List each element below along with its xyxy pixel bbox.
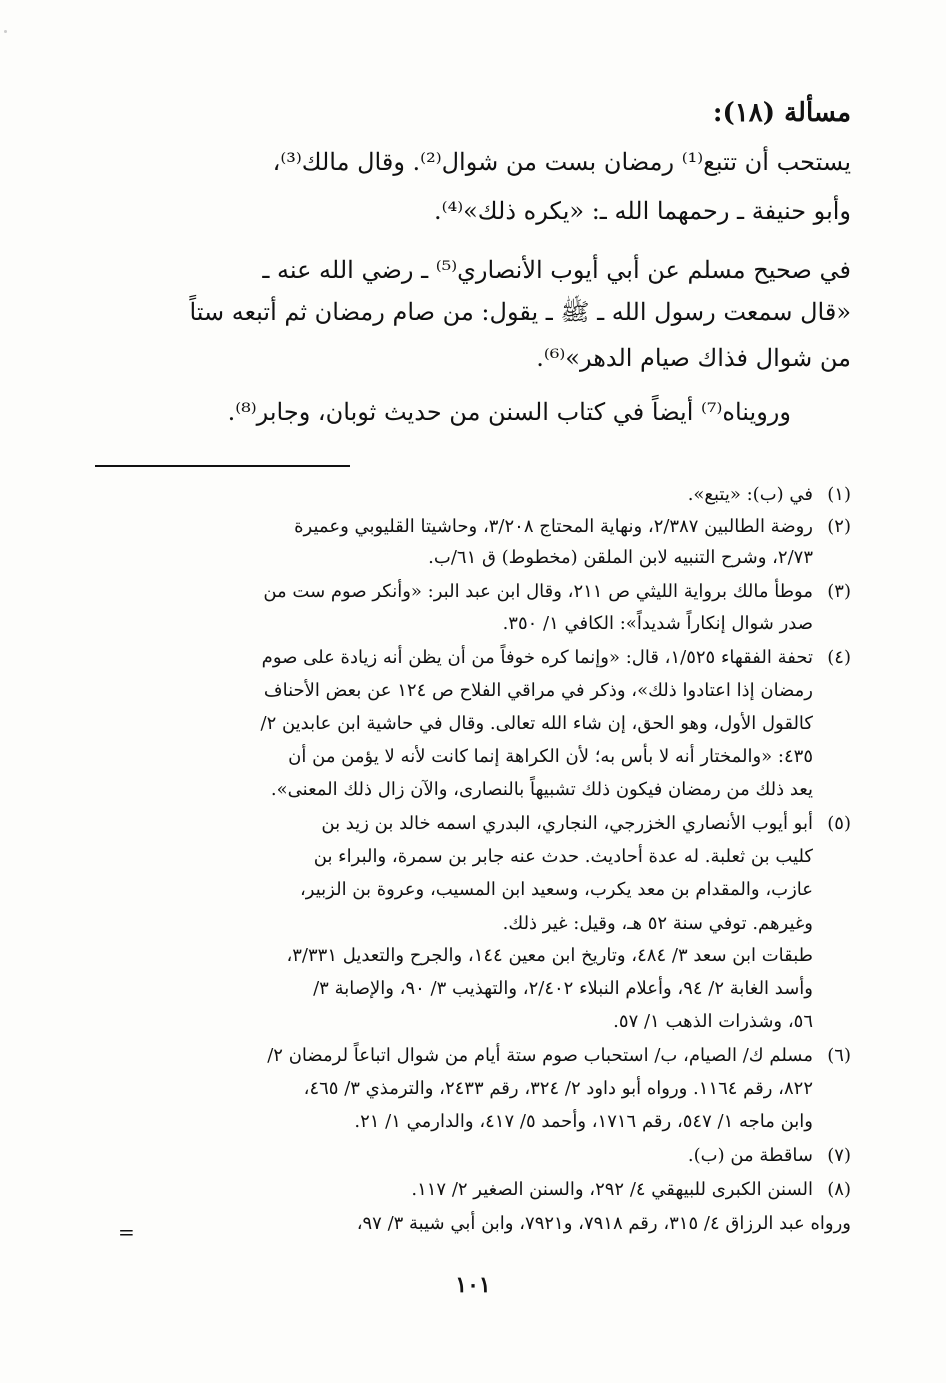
footnote-line: أبو أيوب الأنصاري الخزرجي، النجاري، البدري اسمه خالد بن زيد بن [321, 813, 813, 834]
body-line: وأبو حنيفة ـ رحمهما الله ـ: «يكره ذلك»⁽⁴⁾. [434, 197, 851, 225]
footnote-number: (٨) [827, 1179, 851, 1200]
footnote-line: في (ب): «يتبع». [687, 484, 813, 505]
footnote-line: ساقطة من (ب). [687, 1145, 813, 1166]
footnote-line: ورواه عبد الرزاق ٤/ ٣١٥، رقم ٧٩١٨، و٧٩٢١، وابن أبي شيبة ٣/ ٩٧، [356, 1213, 851, 1234]
footnote-line: روضة الطالبين ٢/٣٨٧، ونهاية المحتاج ٣/٢٠٨، وحاشيتا القليوبي وعميرة [294, 516, 813, 537]
footnote-line: طبقات ابن سعد ٣/ ٤٨٤، وتاريخ ابن معين ١٤٤، والجرح والتعديل ٣/٣٣١، [286, 945, 813, 966]
footnote-line: صدر شوال إنكاراً شديداً»: الكافي ١/ ٣٥٠. [502, 613, 813, 634]
footnote-line: مسلم ك/ الصيام، ب/ استحباب صوم ستة أيام من شوال اتباعاً لرمضان ٢/ [267, 1045, 813, 1066]
body-line: من شوال فذاك صيام الدهر»⁽⁶⁾. [536, 344, 851, 372]
footnote-line: موطأ مالك برواية الليثي ص ٢١١، وقال ابن عبد البر: «وأنكر صوم ست من [263, 581, 813, 602]
footnote-line: كليب بن ثعلبة. له عدة أحاديث. حدث عنه جابر بن سمرة، والبراء بن [313, 846, 813, 867]
footnote-line: ٤٣٥: «والمختار أنه لا بأس به؛ لأن الكراهة إنما كانت لأنه لا يؤمن من أن [288, 746, 813, 767]
footnote-number: (١) [827, 484, 851, 505]
footnote-line: عازب، والمقدام بن معد يكرب، وسعيد ابن المسيب، وعروة بن الزبير، [299, 879, 813, 900]
issue-heading: مسألة (١٨): [712, 98, 851, 128]
footnote-line: وابن ماجه ١/ ٥٤٧، رقم ١٧١٦، وأحمد ٥/ ٤١٧، والدارمي ١/ ٢١. [354, 1111, 813, 1132]
body-line: ورويناه⁽⁷⁾ أيضاً في كتاب السنن من حديث ثوبان، وجابر⁽⁸⁾. [227, 398, 791, 426]
footnote-number: (٢) [827, 516, 851, 537]
body-line: «قال سمعت رسول الله ـ ﷺ ـ يقول: من صام رمضان ثم أتبعه ستاً [189, 298, 851, 326]
body-line: في صحيح مسلم عن أبي أيوب الأنصاري⁽⁵⁾ ـ رضي الله عنه ـ [262, 256, 851, 284]
footnote-number: (٤) [827, 647, 851, 668]
footnote-number: (٧) [827, 1145, 851, 1166]
body-line: يستحب أن تتبع⁽¹⁾ رمضان بست من شوال⁽²⁾. وقال مالك⁽³⁾، [272, 148, 851, 176]
continuation-mark: = [118, 1220, 135, 1244]
footnote-line: وأسد الغابة ٢/ ٩٤، وأعلام النبلاء ٢/٤٠٢، والتهذيب ٣/ ٩٠، والإصابة ٣/ [313, 978, 813, 999]
footnote-line: ٢/٧٣، وشرح التنبيه لابن الملقن (مخطوط) ق ٦١/ب. [428, 547, 813, 568]
footnote-separator [95, 465, 350, 467]
footnote-number: (٥) [827, 813, 851, 834]
scan-speck [4, 30, 7, 33]
footnote-line: السنن الكبرى للبيهقي ٤/ ٢٩٢، والسنن الصغير ٢/ ١١٧. [411, 1179, 813, 1200]
footnote-number: (٦) [827, 1045, 851, 1066]
footnote-line: يعد ذلك من رمضان فيكون ذلك تشبيهاً بالنصارى، والآن زال ذلك المعنى». [270, 779, 813, 800]
footnote-line: تحفة الفقهاء ١/٥٢٥، قال: «وإنما كره خوفاً من أن يظن أنه زيادة على صوم [261, 647, 813, 668]
page-number: ١٠١ [455, 1272, 491, 1298]
footnote-line: كالقول الأول، وهو الحق، إن شاء الله تعالى. وقال في حاشية ابن عابدين ٢/ [260, 713, 813, 734]
footnote-line: ٨٢٢، رقم ١١٦٤. ورواه أبو داود ٢/ ٣٢٤، رقم ٢٤٣٣، والترمذي ٣/ ٤٦٥، [303, 1078, 813, 1099]
footnote-line: ٥٦، وشذرات الذهب ١/ ٥٧. [613, 1011, 813, 1032]
footnote-line: وغيرهم. توفي سنة ٥٢ هـ، وقيل: غير ذلك. [502, 913, 813, 934]
footnote-number: (٣) [827, 581, 851, 602]
footnote-line: رمضان إذا اعتادوا ذلك»، وذكر في مراقي الفلاح ص ١٢٤ عن بعض الأحناف [263, 680, 813, 701]
